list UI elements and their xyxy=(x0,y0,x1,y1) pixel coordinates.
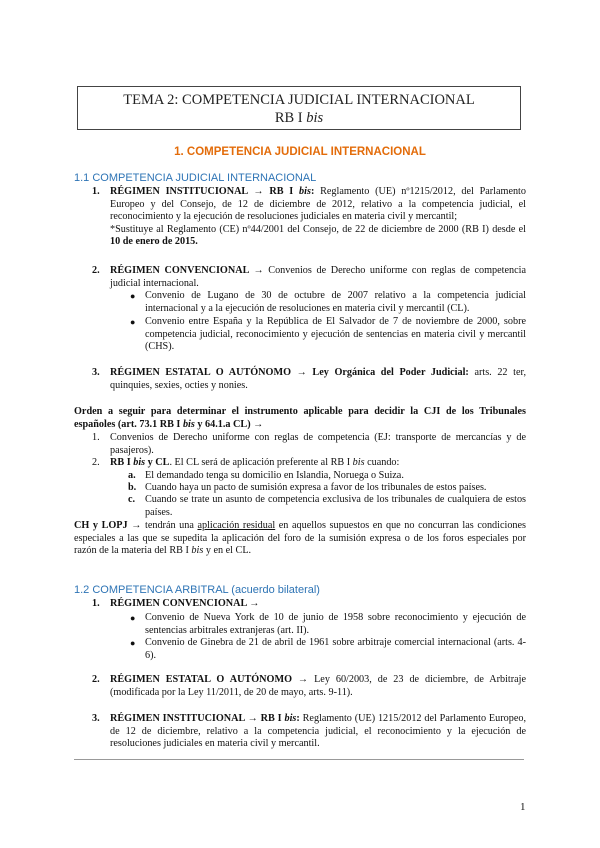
title-line-1: TEMA 2: COMPETENCIA JUDICIAL INTERNACIONAL xyxy=(123,92,475,108)
s12-item3-text: RÉGIMEN INSTITUCIONAL → RB I bis: Reglamento (UE) 1215/2012 del Parlamento Europeo, de 12 de diciembre, relativo a la competencia judicial, el reconocimiento y la ejecución de resoluciones judiciales en materia civil y mercantil. xyxy=(110,713,526,750)
s12-item2-number: 2. xyxy=(92,674,100,685)
title-line-2 xyxy=(78,109,520,127)
bullet-icon: ● xyxy=(130,291,136,301)
order-sub-b-text: Cuando haya un pacto de sumisión expresa a favor de los tribunales de estos países. xyxy=(145,482,487,493)
s11-item2-text: RÉGIMEN CONVENCIONAL → Convenios de Derecho uniforme con reglas de competencia judicial internacional. xyxy=(110,265,526,289)
s11-item2-bullet-2: Convenio entre España y la República de El Salvador de 7 de noviembre de 2000, sobre competencia judicial, reconocimiento y ejecución de sentencias en materia civil y mercantil (CHS). xyxy=(145,316,526,353)
subsection-1-1-heading: 1.1 COMPETENCIA JUDICIAL INTERNACIONAL xyxy=(74,172,317,184)
order-sub-c-text: Cuando se trate un asunto de competencia exclusiva de los tribunales de cualquiera de estos países. xyxy=(145,494,526,518)
s12-item1-text: RÉGIMEN CONVENCIONAL → xyxy=(110,598,260,609)
s12-item2-text: RÉGIMEN ESTATAL O AUTÓNOMO → Ley 60/2003, de 23 de diciembre, de Arbitraje (modificada por la Ley 11/2011, de 20 de mayo, arts. 9-11). xyxy=(110,674,526,698)
order-sub-c-letter: c. xyxy=(128,494,136,505)
s11-item1-number: 1. xyxy=(92,186,100,197)
page-number: 1 xyxy=(520,801,526,813)
order-item2-text: RB I bis y CL. El CL será de aplicación preferente al RB I bis cuando: xyxy=(110,457,400,468)
s12-item1-number: 1. xyxy=(92,598,100,609)
order-heading: Orden a seguir para determinar el instrumento aplicable para decidir la CJI de los Tribunales españoles (art. 73.1 RB I bis y 64.1.a CL) → xyxy=(74,406,526,430)
s11-item1-text: RÉGIMEN INSTITUCIONAL → RB I bis: Reglamento (UE) nº1215/2012, del Parlamento Europeo y del Consejo, de 12 de diciembre de 2012, relativo a la competencia judicial, el reconocimiento y la ejecución de resoluciones judiciales en materia civil y mercantil; *Sustituye al Reglamento (CE) nº44/2001 del Consejo, de 22 de diciembre de 2000 (RB I) desde el 10 de enero de 2015. xyxy=(110,186,526,248)
s12-item1-bullet-2: Convenio de Ginebra de 21 de abril de 1961 sobre arbitraje comercial internacional (arts. 4-6). xyxy=(145,637,526,661)
order-sub-b-letter: b. xyxy=(128,482,137,493)
footer-rule xyxy=(74,759,524,760)
title-rb: RB I xyxy=(274,110,307,126)
subsection-1-2-heading: 1.2 COMPETENCIA ARBITRAL (acuerdo bilateral) xyxy=(74,584,320,596)
order-sub-a-letter: a. xyxy=(128,470,136,481)
title-box xyxy=(77,86,521,130)
s12-item3-number: 3. xyxy=(92,713,100,724)
s11-item2-bullet-1: Convenio de Lugano de 30 de octubre de 2007 relativo a la competencia judicial internacional y a la ejecución de resoluciones en materia civil y mercantil (CL). xyxy=(145,290,526,314)
order-item1-number: 1. xyxy=(92,432,100,443)
bullet-icon: ● xyxy=(130,638,136,648)
bullet-icon: ● xyxy=(130,613,136,623)
s11-item2-number: 2. xyxy=(92,265,100,276)
title-bis: bis xyxy=(306,110,324,126)
bullet-icon: ● xyxy=(130,317,136,327)
order-sub-a-text: El demandado tenga su domicilio en Islandia, Noruega o Suiza. xyxy=(145,470,404,481)
s12-item1-bullet-1: Convenio de Nueva York de 10 de junio de 1958 sobre reconocimiento y ejecución de sentencias arbitrales extranjeras (art. II). xyxy=(145,612,526,636)
s11-item3-number: 3. xyxy=(92,367,100,378)
s11-item3-text: RÉGIMEN ESTATAL O AUTÓNOMO → Ley Orgánica del Poder Judicial: arts. 22 ter, quinquies, sexies, octies y nonies. xyxy=(110,367,527,391)
section-1-heading: 1. COMPETENCIA JUDICIAL INTERNACIONAL xyxy=(174,146,426,158)
order-item1-text: Convenios de Derecho uniforme con reglas de competencia (EJ: transporte de mercancías y de pasajeros). xyxy=(110,432,526,456)
ch-lopj-paragraph: CH y LOPJ → tendrán una aplicación residual en aquellos supuestos en que no concurran las condiciones especiales a las que se supedita la aplicación del foro de la sumisión expresa o de los foros especiales por razón de la materia del RB I bis y en el CL. xyxy=(74,520,526,557)
s11-item1-note: *Sustituye al Reglamento (CE) nº44/2001 del Consejo, de 22 de diciembre de 2000 (RB I) desde el xyxy=(110,223,526,235)
order-item2-number: 2. xyxy=(92,457,100,468)
